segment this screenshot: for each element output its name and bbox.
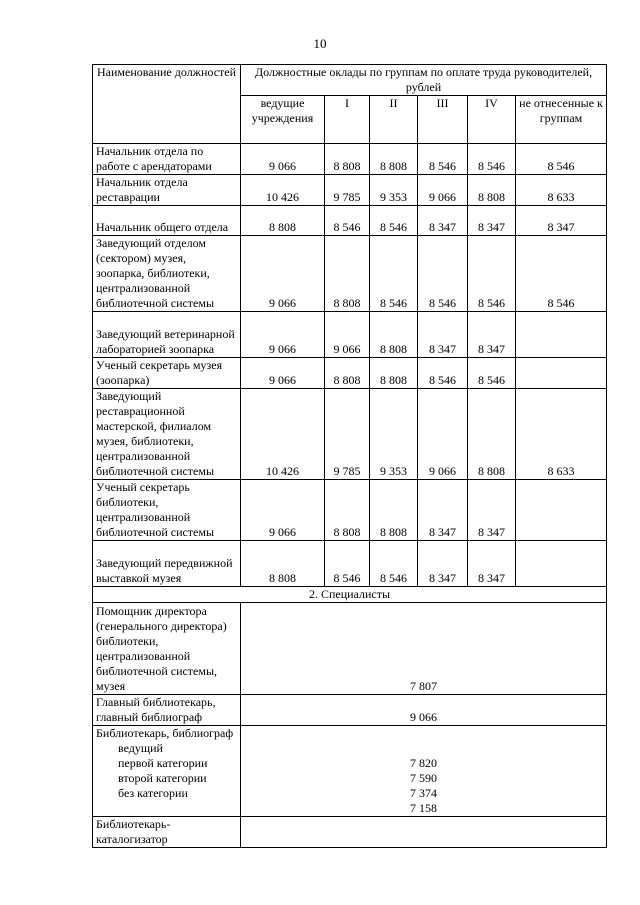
table-row xyxy=(93,541,607,587)
salary-cell: 8 633 xyxy=(516,175,607,206)
salary-cell: 8 808 xyxy=(370,358,418,389)
salary-cell: 8 347 xyxy=(516,206,607,236)
salary-cell: 8 546 xyxy=(468,144,516,175)
salary-cell: 9 353 xyxy=(370,175,418,206)
salary-cell: 8 347 xyxy=(418,312,468,358)
salary-cell: 8 546 xyxy=(516,236,607,312)
table-row xyxy=(93,603,607,695)
salary-table xyxy=(92,64,607,848)
table-row xyxy=(93,817,607,848)
salary-cell: 9 066 xyxy=(418,175,468,206)
salary-cell: 8 347 xyxy=(418,206,468,236)
salary-cell: 8 808 xyxy=(370,480,418,541)
position-name: Начальник отдела по работе с арендаторами xyxy=(93,144,241,175)
position-name: Ученый секретарь музея (зоопарка) xyxy=(93,358,241,389)
position-name: Начальник отдела реставрации xyxy=(93,175,241,206)
position-name: Заведующий отделом (сектором) музея, зоопарка, библиотеки, централизованной библиотечной системы xyxy=(93,236,241,312)
header-group-unassigned: не отнесенные к группам xyxy=(516,96,607,144)
salary-cell: 8 808 xyxy=(241,206,325,236)
table-row xyxy=(93,206,607,236)
salary-cell: 10 426 xyxy=(241,175,325,206)
managers-body xyxy=(93,144,607,587)
table-row xyxy=(93,358,607,389)
salary-cell xyxy=(516,541,607,587)
salary-cell: 8 546 xyxy=(468,236,516,312)
category-value: 7 590 xyxy=(410,771,438,785)
table-row xyxy=(93,389,607,480)
salary-cell: 9 066 xyxy=(241,144,325,175)
salary-cell: 9 066 xyxy=(241,236,325,312)
salary-cell: 8 347 xyxy=(468,206,516,236)
salary-cell: 9 066 xyxy=(241,358,325,389)
salary-cell: 7 807 xyxy=(241,603,607,695)
salary-cell: 8 546 xyxy=(370,541,418,587)
position-name: Начальник общего отдела xyxy=(93,206,241,236)
salary-cell: 8 546 xyxy=(516,144,607,175)
salary-cell: 9 066 xyxy=(241,695,607,726)
salary-cell: 8 347 xyxy=(418,480,468,541)
category-label: второй категории xyxy=(118,771,207,785)
position-name: Заведующий передвижной выставкой музея xyxy=(93,541,241,587)
salary-cell: 8 347 xyxy=(418,541,468,587)
salary-cell: 9 066 xyxy=(325,312,370,358)
salary-cell: 8 808 xyxy=(325,236,370,312)
salary-cell: 8 808 xyxy=(325,144,370,175)
table-row xyxy=(93,236,607,312)
table-row xyxy=(93,695,607,726)
salary-cell: 8 546 xyxy=(325,206,370,236)
header-group-title: Должностные оклады по группам по оплате труда руководителей, рублей xyxy=(241,65,607,96)
salary-cell: 8 808 xyxy=(370,144,418,175)
salary-cell: 9 066 xyxy=(241,312,325,358)
header-group-3: III xyxy=(418,96,468,144)
salary-cell: 8 808 xyxy=(468,389,516,480)
position-name: Заведующий ветеринарной лабораторией зоопарка xyxy=(93,312,241,358)
header-group-4: IV xyxy=(468,96,516,144)
table-row xyxy=(93,480,607,541)
category-value: 7 158 xyxy=(410,801,438,815)
salary-cell: 8 808 xyxy=(325,480,370,541)
salary-cell: 10 426 xyxy=(241,389,325,480)
position-name: Ученый секретарь библиотеки, централизованной библиотечной системы xyxy=(93,480,241,541)
salary-cell: 8 633 xyxy=(516,389,607,480)
position-name: Главный библиотекарь, главный библиограф xyxy=(93,695,241,726)
header-group-leading: ведущие учреждения xyxy=(241,96,325,144)
position-name xyxy=(93,726,241,817)
category-label: без категории xyxy=(118,786,188,800)
salary-cell: 9 066 xyxy=(418,389,468,480)
salary-cell: 9 785 xyxy=(325,389,370,480)
header-group-1: I xyxy=(325,96,370,144)
section-row xyxy=(93,587,607,603)
position-name: Заведующий реставрационной мастерской, филиалом музея, библиотеки, централизованной библиотечной системы xyxy=(93,389,241,480)
salary-cell: 8 808 xyxy=(468,175,516,206)
position-name: Библиотекарь-каталогизатор xyxy=(93,817,241,848)
header-group-2: II xyxy=(370,96,418,144)
salary-cell: 8 546 xyxy=(418,144,468,175)
salary-cell: 8 808 xyxy=(325,358,370,389)
salary-cell: 9 785 xyxy=(325,175,370,206)
category-value: 7 374 xyxy=(410,786,438,800)
table-row xyxy=(93,175,607,206)
salary-cell xyxy=(516,312,607,358)
salary-cell: 9 066 xyxy=(241,480,325,541)
header-row-1 xyxy=(93,65,607,96)
salary-cell: 8 546 xyxy=(468,358,516,389)
salary-cell: 8 546 xyxy=(418,358,468,389)
salary-cell: 8 347 xyxy=(468,541,516,587)
salary-cell: 8 347 xyxy=(468,480,516,541)
header-position-name: Наименование должностей xyxy=(93,65,241,144)
salary-cell: 8 808 xyxy=(370,312,418,358)
salary-cell xyxy=(516,480,607,541)
table-row xyxy=(93,312,607,358)
salary-cell: 8 546 xyxy=(370,206,418,236)
salary-cell: 9 353 xyxy=(370,389,418,480)
salary-cell: 8 546 xyxy=(325,541,370,587)
salary-cell: 8 546 xyxy=(418,236,468,312)
category-label: первой категории xyxy=(118,756,208,770)
salary-cell: 8 546 xyxy=(370,236,418,312)
salary-cell xyxy=(241,726,607,817)
page-number: 10 xyxy=(313,36,327,51)
salary-cell: 8 808 xyxy=(241,541,325,587)
salary-cell xyxy=(516,358,607,389)
table-row xyxy=(93,144,607,175)
position-name: Помощник директора (генерального директора) библиотеки, централизованной библиотечной системы, музея xyxy=(93,603,241,695)
section-title: 2. Специалисты xyxy=(93,587,607,603)
category-label: ведущий xyxy=(118,741,163,755)
salary-cell xyxy=(241,817,607,848)
salary-cell: 8 347 xyxy=(468,312,516,358)
librarian-title: Библиотекарь, библиограф xyxy=(96,726,234,740)
table-row xyxy=(93,726,607,817)
category-value: 7 820 xyxy=(410,756,438,770)
